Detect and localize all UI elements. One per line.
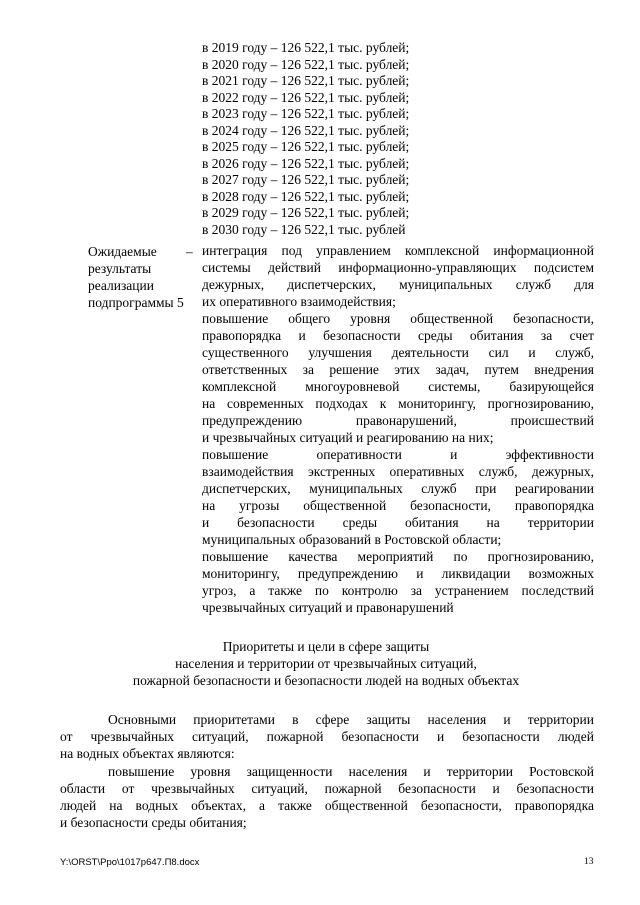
heading-line: пожарной безопасности и безопасности людей на водных объектах bbox=[132, 673, 520, 688]
result-line: повышение общего уровня общественной безопасности, bbox=[202, 311, 594, 326]
result-line: диспетчерских, муниципальных служб при реагировании bbox=[202, 481, 594, 496]
result-line: комплексной многоуровневой системы, базирующейся bbox=[202, 379, 594, 394]
result-line: муниципальных образований в Ростовской области; bbox=[202, 532, 502, 547]
page-number: 13 bbox=[584, 857, 594, 867]
result-line: повышение оперативности и эффективности bbox=[202, 447, 594, 462]
funding-year-line: в 2029 году – 126 522,1 тыс. рублей; bbox=[202, 205, 410, 220]
result-line: их оперативного взаимодействия; bbox=[202, 294, 396, 309]
result-line: на современных подходах к мониторингу, прогнозированию, bbox=[202, 396, 594, 411]
funding-year-line: в 2027 году – 126 522,1 тыс. рублей; bbox=[202, 172, 410, 187]
funding-by-year-list bbox=[202, 40, 409, 238]
funding-year-line: в 2019 году – 126 522,1 тыс. рублей; bbox=[202, 40, 410, 55]
label-dash: – bbox=[186, 244, 193, 259]
result-line: и чрезвычайных ситуаций и реагированию на них; bbox=[202, 430, 494, 445]
section-heading bbox=[60, 638, 592, 689]
result-line: взаимодействия экстренных оперативных служб, дежурных, bbox=[202, 464, 594, 479]
result-line: системы действий информационно-управляющих подсистем bbox=[202, 260, 594, 275]
funding-year-line: в 2030 году – 126 522,1 тыс. рублей bbox=[202, 221, 406, 237]
expected-results-text bbox=[202, 242, 594, 616]
funding-year-line: в 2028 году – 126 522,1 тыс. рублей; bbox=[202, 188, 410, 204]
label-line: подпрограммы 5 bbox=[88, 295, 184, 310]
label-line: реализации bbox=[88, 278, 154, 293]
result-line: существенного улучшения деятельности сил и служб, bbox=[202, 345, 594, 360]
funding-year-line: в 2021 году – 126 522,1 тыс. рублей; bbox=[202, 73, 410, 88]
heading-line: Приоритеты и цели в сфере защиты bbox=[222, 639, 430, 654]
funding-year-line: в 2024 году – 126 522,1 тыс. рублей; bbox=[202, 122, 410, 138]
body-text bbox=[60, 711, 594, 831]
result-line: правопорядка и безопасности среды обитания за счет bbox=[202, 328, 594, 343]
body-line: Основными приоритетами в сфере защиты населения и территории bbox=[108, 712, 594, 727]
result-line: предупреждению правонарушений, происшествий bbox=[202, 413, 594, 428]
result-line: на угрозы общественной безопасности, правопорядка bbox=[202, 498, 594, 513]
body-line: повышение уровня защищенности населения и территории Ростовской bbox=[108, 763, 594, 779]
funding-year-line: в 2023 году – 126 522,1 тыс. рублей; bbox=[202, 106, 410, 121]
result-line: мониторингу, предупреждению и ликвидации возможных bbox=[202, 566, 594, 581]
body-line: людей на водных объектах, а также общественной безопасности, правопорядка bbox=[60, 797, 594, 813]
result-line: интеграция под управлением комплексной информационной bbox=[202, 243, 594, 258]
heading-line: населения и территории от чрезвычайных ситуаций, bbox=[175, 656, 477, 671]
body-line: на водных объектах являются: bbox=[60, 746, 235, 762]
result-line: дежурных, диспетчерских, муниципальных служб для bbox=[202, 277, 594, 292]
result-line: повышение качества мероприятий по прогнозированию, bbox=[202, 549, 594, 564]
expected-results-label bbox=[88, 243, 184, 311]
label-line: результаты bbox=[88, 261, 152, 276]
funding-year-line: в 2022 году – 126 522,1 тыс. рублей; bbox=[202, 89, 410, 105]
body-line: от чрезвычайных ситуаций, пожарной безопасности и безопасности людей bbox=[60, 729, 594, 745]
label-line: Ожидаемые bbox=[88, 244, 157, 259]
result-line: и безопасности среды обитания на территории bbox=[202, 515, 594, 530]
funding-year-line: в 2020 году – 126 522,1 тыс. рублей; bbox=[202, 56, 410, 72]
body-line: области от чрезвычайных ситуаций, пожарной безопасности и безопасности bbox=[60, 780, 594, 796]
result-line: чрезвычайных ситуаций и правонарушений bbox=[202, 600, 454, 615]
funding-year-line: в 2026 году – 126 522,1 тыс. рублей; bbox=[202, 155, 410, 171]
funding-year-line: в 2025 году – 126 522,1 тыс. рублей; bbox=[202, 139, 410, 154]
result-line: угроз, а также по контролю за устранением последствий bbox=[202, 583, 594, 598]
body-line: и безопасности среды обитания; bbox=[60, 815, 247, 831]
result-line: ответственных за решение этих задач, путем внедрения bbox=[202, 362, 594, 377]
footer-file-path: Y:\ORST\Ppo\1017p647.П8.docx bbox=[60, 857, 200, 868]
